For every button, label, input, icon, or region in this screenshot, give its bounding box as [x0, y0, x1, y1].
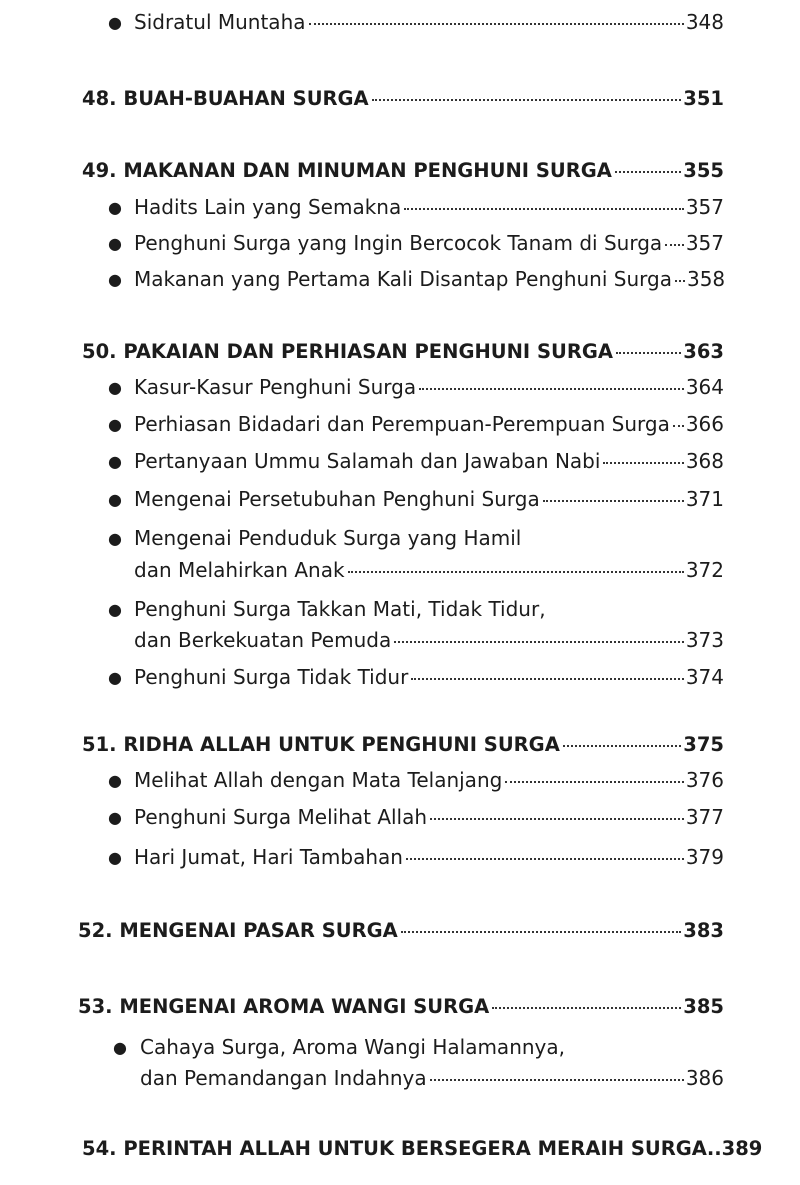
entry-title: Makanan yang Pertama Kali Disantap Penghuni Surga [134, 267, 672, 291]
chapter-number: 53. [78, 995, 113, 1018]
entry-page: 374 [685, 665, 724, 689]
leader-dots [372, 99, 682, 101]
bullet: ● [108, 234, 122, 253]
leader-dots [309, 23, 684, 25]
leader-dots [419, 388, 684, 390]
chapter-page: 355 [683, 159, 724, 182]
entry-title: Perhiasan Bidadari dan Perempuan-Perempuan Surga [134, 412, 670, 436]
toc-chapter [82, 1137, 763, 1161]
bullet: ● [108, 270, 122, 289]
entry-page: 358 [686, 267, 726, 291]
entry-page: 364 [685, 375, 724, 399]
chapter-page: 389 [721, 1137, 763, 1160]
entry-title: Pertanyaan Ummu Salamah dan Jawaban Nabi [134, 449, 601, 473]
chapter-title: MAKANAN DAN MINUMAN PENGHUNI SURGA [123, 159, 612, 182]
entry-page: 371 [685, 487, 724, 511]
leader-dots [616, 352, 681, 354]
entry-page: 386 [685, 1066, 724, 1090]
entry-title: Sidratul Muntaha [134, 10, 306, 34]
chapter-title: BUAH-BUAHAN SURGA [123, 87, 369, 110]
toc-entry [134, 231, 724, 255]
leader-dots [603, 462, 683, 464]
toc-entry [134, 267, 724, 291]
leader-dots [543, 500, 684, 502]
toc-entry [134, 375, 724, 399]
leader-dots [411, 678, 683, 680]
entry-title-line2: dan Melahirkan Anak [134, 558, 345, 582]
leader-dots [563, 745, 682, 747]
entry-title: Melihat Allah dengan Mata Telanjang [134, 768, 503, 792]
bullet: ● [108, 771, 122, 790]
toc-entry [134, 412, 724, 436]
chapter-number: 50. [82, 340, 117, 363]
entry-page: 357 [685, 231, 724, 255]
toc-entry [134, 487, 724, 511]
toc-chapter [82, 733, 724, 757]
leader-dots [430, 818, 684, 820]
chapter-number: 52. [78, 919, 113, 942]
chapter-page: 383 [683, 919, 724, 942]
toc-entry [134, 768, 724, 792]
entry-title: Hari Jumat, Hari Tambahan [134, 845, 403, 869]
chapter-title: RIDHA ALLAH UNTUK PENGHUNI SURGA [123, 733, 560, 756]
entry-title-line1: Penghuni Surga Takkan Mati, Tidak Tidur, [134, 597, 546, 621]
leader-dots [665, 244, 684, 246]
bullet: ● [108, 808, 122, 827]
toc-entry [140, 1066, 724, 1090]
leader-dots [348, 571, 684, 573]
entry-page: 368 [685, 449, 724, 473]
chapter-title: MENGENAI PASAR SURGA [119, 919, 398, 942]
chapter-page: 385 [683, 995, 724, 1018]
toc-entry [134, 665, 724, 689]
chapter-title: PAKAIAN DAN PERHIASAN PENGHUNI SURGA [123, 340, 613, 363]
entry-page: 379 [685, 845, 724, 869]
leader-dots [615, 171, 681, 173]
chapter-page: 351 [683, 87, 724, 110]
toc-entry [134, 558, 724, 582]
chapter-number: 48. [82, 87, 117, 110]
bullet: ● [108, 452, 122, 471]
entry-title: Penghuni Surga Melihat Allah [134, 805, 428, 829]
entry-page: 373 [685, 628, 724, 652]
toc-entry [134, 805, 724, 829]
toc-entry [134, 195, 724, 219]
entry-title-line2: dan Berkekuatan Pemuda [134, 628, 392, 652]
chapter-number: 54. [82, 1137, 117, 1160]
entry-page: 348 [685, 10, 724, 34]
chapter-number: 51. [82, 733, 117, 756]
chapter-page: 363 [683, 340, 724, 363]
leader-dots [492, 1007, 681, 1009]
bullet: ● [108, 668, 122, 687]
bullet: ● [108, 13, 122, 32]
entry-title-line2: dan Pemandangan Indahnya [140, 1066, 427, 1090]
bullet: ● [108, 600, 122, 619]
entry-page: 377 [685, 805, 724, 829]
bullet: ● [108, 198, 122, 217]
leader-dots [673, 425, 684, 427]
chapter-title: MENGENAI AROMA WANGI SURGA [119, 995, 490, 1018]
entry-title-line1: Cahaya Surga, Aroma Wangi Halamannya, [140, 1035, 565, 1059]
toc-chapter [82, 340, 724, 364]
entry-page: 366 [685, 412, 724, 436]
entry-title: Penghuni Surga yang Ingin Bercocok Tanam di Surga [134, 231, 663, 255]
toc-entry [134, 628, 724, 652]
entry-page: 357 [685, 195, 724, 219]
bullet: ● [108, 415, 122, 434]
bullet: ● [108, 490, 122, 509]
entry-title: Penghuni Surga Tidak Tidur [134, 665, 409, 689]
toc-chapter [82, 87, 724, 111]
entry-title-line1: Mengenai Penduduk Surga yang Hamil [134, 526, 522, 550]
leader-dots [675, 280, 685, 282]
leader-dots [401, 931, 682, 933]
entry-title: Kasur-Kasur Penghuni Surga [134, 375, 417, 399]
entry-title: Mengenai Persetubuhan Penghuni Surga [134, 487, 540, 511]
bullet: ● [108, 378, 122, 397]
entry-page: 372 [685, 558, 724, 582]
bullet: ● [113, 1038, 127, 1057]
toc-entry [134, 845, 724, 869]
leader-dots [394, 641, 684, 643]
chapter-title: PERINTAH ALLAH UNTUK BERSEGERA MERAIH SURGA [123, 1137, 707, 1160]
leader-dots [404, 208, 684, 210]
toc-entry [134, 10, 724, 34]
bullet: ● [108, 848, 122, 867]
toc-entry [134, 449, 724, 473]
leader-dots [430, 1079, 684, 1081]
toc-chapter [78, 995, 724, 1019]
leader-dots [406, 858, 684, 860]
toc-chapter [78, 919, 724, 943]
leader-dots [505, 781, 684, 783]
chapter-page: 375 [683, 733, 724, 756]
toc-chapter [82, 159, 724, 183]
entry-title: Hadits Lain yang Semakna [134, 195, 402, 219]
leader-dots: .. [706, 1137, 722, 1160]
chapter-number: 49. [82, 159, 117, 182]
bullet: ● [108, 529, 122, 548]
entry-page: 376 [685, 768, 724, 792]
